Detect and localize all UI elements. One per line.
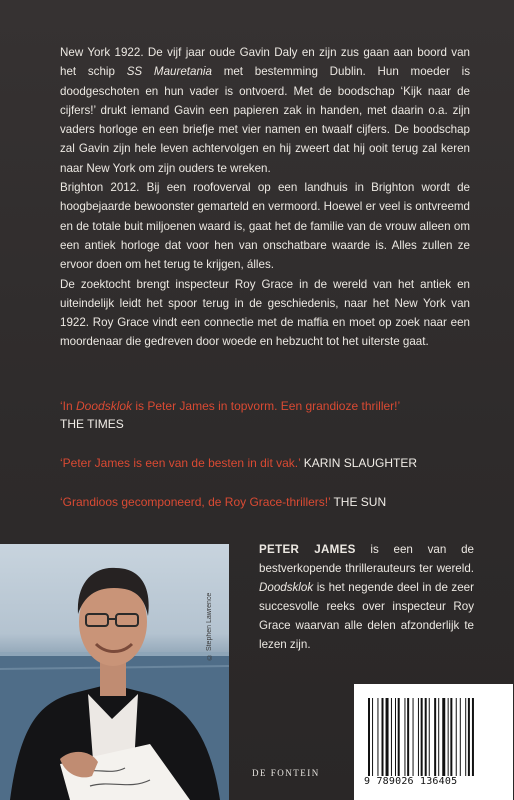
- author-bio: PETER JAMES is een van de bestverkopende thrillerauteurs ter wereld. Doodsklok is het negende deel in de zeer succesvolle reeks over inspecteur Roy Grace waarvan alle delen afzonderlijk te lezen zijn.: [259, 543, 474, 651]
- synopsis-paragraph-3: De zoektocht brengt inspecteur Roy Grace in de wereld van het antiek en uiteindelijk leidt het spoor terug in de geschiedenis, naar het New York van 1922. Roy Grace vindt een connectie met de maffia en moet op zoek naar een moordenaar die gedreven door woede en hebzucht tot het uiterste gaat.: [60, 277, 470, 349]
- review-quote-sun: ‘Grandioos gecomponeerd, de Roy Grace-thrillers!’ THE SUN: [60, 495, 387, 509]
- quote-source: THE TIMES: [60, 417, 124, 431]
- book-title: Doodsklok: [259, 581, 314, 594]
- quote-source: KARIN SLAUGHTER: [303, 456, 418, 470]
- author-name: PETER JAMES: [259, 543, 356, 556]
- synopsis-paragraph-2: Brighton 2012. Bij een roofoverval op een landhuis in Brighton wordt de hoogbejaarde bewoonster gemarteld en vermoord. Hoewel er veel is ontvreemd en de totale buit miljoenen waard is, gaat het de familie van de vrouw alleen om een antiek horloge dat voor hen van onschatbare waarde is. Alles zullen ze ervoor doen om het terug te krijgen, álles.: [60, 181, 470, 272]
- synopsis: [60, 43, 470, 352]
- quote-source: THE SUN: [333, 495, 387, 509]
- publisher-name: DE FONTEIN: [252, 768, 320, 778]
- author-portrait-illustration: [0, 544, 229, 800]
- author-photo: [0, 544, 229, 800]
- barcode-bars: [368, 698, 499, 776]
- isbn-barcode: [354, 684, 513, 800]
- synopsis-paragraph-1: New York 1922. De vijf jaar oude Gavin Daly en zijn zus gaan aan boord van het schip SS Mauretania met bestemming Dublin. Hun moeder is doodgeschoten en hun vader is ontvoerd. Met de boodschap ‘Kijk naar de cijfers!’ drukt iemand Gavin een papieren zak in handen, met daarin o.a. zijn vaders horloge en een briefje met vier namen en twaalf cijfers. De boodschap zal Gavin zijn hele leven achtervolgen en hij zweert dat hij ooit terug zal keren naar New York om zijn ouders te wreken.: [60, 46, 470, 175]
- ship-name: SS Mauretania: [126, 65, 212, 79]
- review-quote-times: ‘In Doodsklok is Peter James in topvorm. Een grandioze thriller!’ THE TIMES: [60, 399, 401, 431]
- review-quote-slaughter: ‘Peter James is een van de besten in dit vak.’ KARIN SLAUGHTER: [60, 456, 418, 470]
- photo-credit: © Stephen Lawrence: [206, 592, 213, 660]
- isbn-number: 9 789026 136405: [364, 776, 458, 787]
